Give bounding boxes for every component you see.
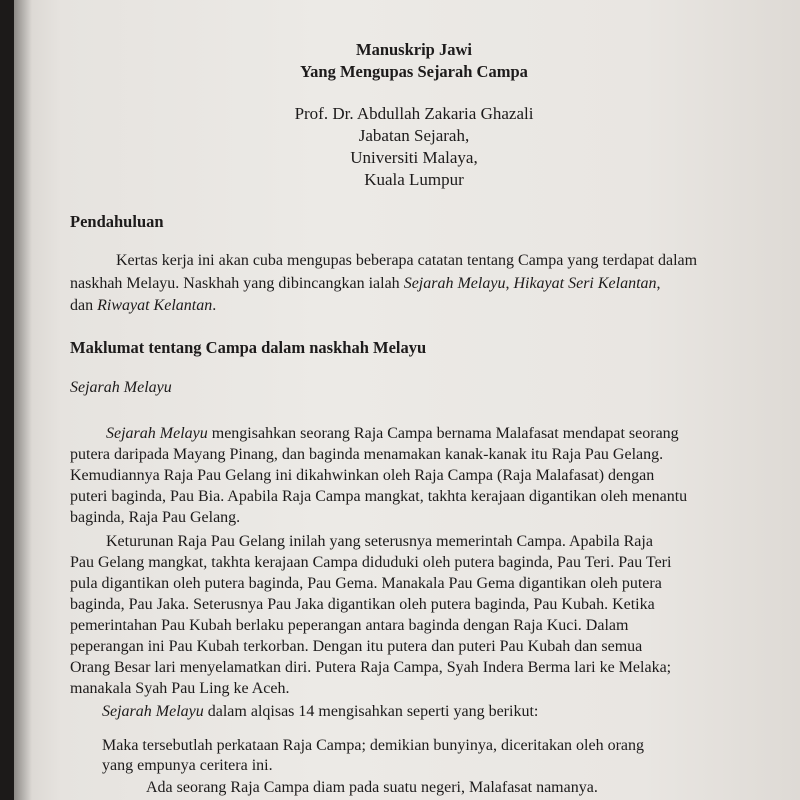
spine-shadow	[14, 0, 32, 800]
title-line-1: Manuskrip Jawi	[356, 40, 472, 59]
para2-line-2: Pau Gelang mangkat, takhta kerajaan Campa diduduki oleh putera baginda, Pau Teri. Pau Teri	[70, 554, 672, 571]
title-line-2: Yang Mengupas Sejarah Campa	[300, 62, 528, 81]
quote-line-3: Ada seorang Raja Campa diam pada suatu negeri, Malafasat namanya.	[146, 779, 598, 796]
intro-line-2: naskhah Melayu. Naskhah yang dibincangkan ialah Sejarah Melayu, Hikayat Seri Kelantan,	[70, 275, 661, 292]
author-city: Kuala Lumpur	[364, 170, 464, 189]
para2-line-4: baginda, Pau Jaka. Seterusnya Pau Jaka digantikan oleh putera baginda, Pau Kubah. Ketika	[70, 596, 655, 613]
section-subheading: Sejarah Melayu	[70, 379, 172, 396]
para2-line-5: pemerintahan Pau Kubah berlaku peperangan antara baginda dengan Raja Kuci. Dalam	[70, 617, 629, 634]
para1-line-2: putera daripada Mayang Pinang, dan baginda menamakan kanak-kanak itu Raja Pau Gelang.	[70, 446, 664, 463]
para2-line-1: Keturunan Raja Pau Gelang inilah yang seterusnya memerintah Campa. Apabila Raja	[106, 533, 653, 550]
para2-line-7: Orang Besar lari menyelamatkan diri. Putera Raja Campa, Syah Indera Berma lari ke Melaka;	[70, 659, 672, 676]
book-page	[14, 0, 800, 800]
para1-line-3: Kemudiannya Raja Pau Gelang ini dikahwinkan oleh Raja Campa (Raja Malafasat) dengan	[70, 467, 655, 484]
intro-line-1: Kertas kerja ini akan cuba mengupas beberapa catatan tentang Campa yang terdapat dalam	[116, 252, 698, 269]
author-name: Prof. Dr. Abdullah Zakaria Ghazali	[294, 104, 534, 123]
section-heading: Maklumat tentang Campa dalam naskhah Melayu	[70, 338, 427, 357]
para1-line-1: Sejarah Melayu mengisahkan seorang Raja Campa bernama Malafasat mendapat seorang	[106, 425, 679, 442]
intro-line-3: dan Riwayat Kelantan.	[70, 297, 217, 314]
author-dept: Jabatan Sejarah,	[358, 126, 470, 145]
para1-line-5: baginda, Raja Pau Gelang.	[70, 509, 241, 526]
para2-line-8: manakala Syah Pau Ling ke Aceh.	[70, 680, 290, 697]
para2-line-6: peperangan ini Pau Kubah terkorban. Dengan itu putera dan puteri Pau Kubah dan semua	[70, 638, 643, 655]
quote-line-1: Maka tersebutlah perkataan Raja Campa; demikian bunyinya, diceritakan oleh orang	[102, 737, 645, 754]
para1-line-4: puteri baginda, Pau Bia. Apabila Raja Campa mangkat, takhta kerajaan digantikan oleh menantu	[70, 488, 688, 505]
quote-line-2: yang empunya ceritera ini.	[102, 757, 273, 774]
author-univ: Universiti Malaya,	[350, 148, 478, 167]
intro-heading: Pendahuluan	[70, 212, 164, 231]
para2-line-3: pula digantikan oleh putera baginda, Pau Gema. Manakala Pau Gema digantikan oleh putera	[70, 575, 662, 592]
para3-line-1: Sejarah Melayu dalam alqisas 14 mengisahkan seperti yang berikut:	[102, 703, 539, 720]
